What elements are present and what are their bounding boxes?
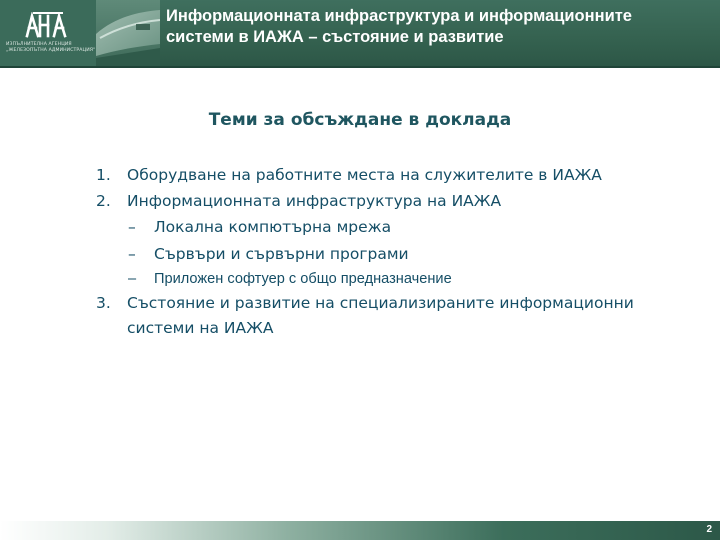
agency-logo-mark-icon	[24, 12, 72, 38]
slide-header	[0, 0, 720, 68]
subtopic-dash: –	[128, 244, 136, 263]
topic-text-line1: Състояние и развитие на специализираните информационни	[127, 294, 634, 312]
topic-text: Информационната инфраструктура на ИАЖА	[127, 192, 502, 210]
subtopic-item-servers	[96, 241, 706, 268]
header-divider	[0, 66, 720, 68]
presentation-title-line2: системи в ИАЖА – състояние и развитие	[166, 28, 504, 46]
topic-number: 3.	[96, 294, 111, 312]
page-number: 2	[706, 524, 712, 535]
topic-text-line2: системи на ИАЖА	[127, 319, 274, 337]
topic-item-2	[96, 188, 706, 214]
logo-caption-line2: „ЖЕЛЕЗОПЪТНА АДМИНИСТРАЦИЯ“	[6, 48, 96, 53]
agency-logo	[0, 0, 96, 66]
train-photo	[96, 0, 160, 66]
subtopic-text: Локална компютърна мрежа	[154, 218, 392, 236]
subtopic-item-lan	[96, 214, 706, 241]
subtopic-item-software	[96, 267, 706, 291]
logo-caption-line1: ИЗПЪЛНИТЕЛНА АГЕНЦИЯ	[6, 42, 72, 47]
subtopic-dash: –	[128, 271, 137, 287]
topic-number: 1.	[96, 166, 111, 184]
topic-item-1	[96, 162, 706, 188]
topic-item-3	[96, 291, 706, 341]
presentation-title	[166, 6, 706, 48]
subtopic-dash: –	[128, 218, 136, 236]
presentation-title-line1: Информационната инфраструктура и информационните	[166, 7, 632, 25]
subtopic-text: Сървъри и сървърни програми	[154, 244, 409, 263]
agency-logo-caption	[6, 42, 96, 54]
topic-number: 2.	[96, 192, 111, 210]
subtopic-text: Приложен софтуер с общо предназначение	[154, 271, 452, 287]
footer-bar	[0, 521, 720, 540]
slide-title: Теми за обсъждане в доклада	[208, 110, 512, 130]
topics-list	[96, 162, 706, 341]
topic-text: Оборудване на работните места на служителите в ИАЖА	[127, 166, 602, 184]
